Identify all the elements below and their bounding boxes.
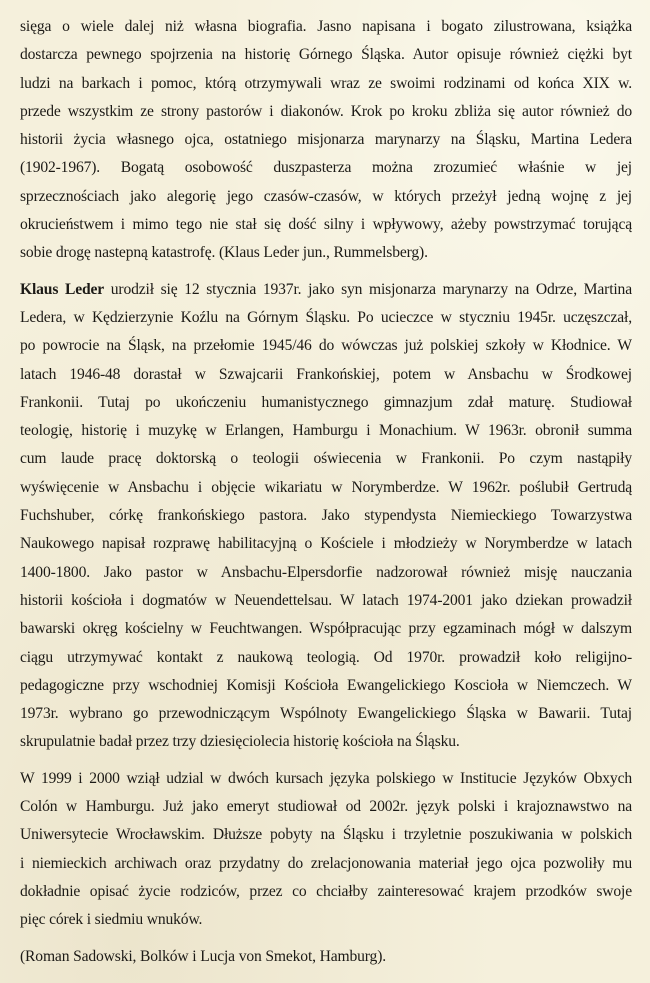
text-line: ciągu utrzymywać kontakt z naukową teologią. Od 1970r. prowadził koło religijno- bbox=[20, 648, 632, 666]
text-line: Uniwersytecie Wrocławskim. Dłuższe pobyty na Śląsku i trzyletnie poszukiwania w polskich bbox=[20, 826, 632, 844]
text-line: pedagogiczne przy wschodniej Komisji Kościoła Ewangelickiego Koscioła w Niemczech. W bbox=[20, 676, 632, 694]
text-line: Ledera, w Kędzierzynie Koźlu na Górnym Śląsku. Po ucieczce w styczniu 1945r. uczęszczał, bbox=[20, 308, 632, 326]
text-line: ludzi na barkach i pomoc, którą otrzymywali wraz ze swoimi rodzinami od końca XIX w. bbox=[20, 74, 632, 92]
text-line: okrucieństwem i mimo tego nie stał się dość silny i wpływowy, ażeby powstrzymać torującą bbox=[20, 216, 632, 234]
text-line: pięc córek i siedmiu wnuków. bbox=[20, 911, 203, 929]
paragraph-later-life bbox=[20, 765, 632, 935]
text-line: sobie drogę nastepną katastrofę. (Klaus Leder jun., Rummelsberg). bbox=[20, 244, 428, 262]
text-line: latach 1946-48 dorastał w Szwajcarii Frankońskiej, potem w Ansbachu w Środkowej bbox=[20, 365, 632, 383]
text-line: Colón w Hamburgu. Już jako emeryt studiował od 2002r. język polski i krajoznawstwo na bbox=[20, 798, 632, 816]
paragraph-book-review bbox=[20, 13, 632, 268]
author-name: Klaus Leder bbox=[20, 280, 105, 298]
text-line: sprzecznościach jako alegorię jego czasów-czasów, w których przeżył jedną wojnę z jej bbox=[20, 187, 632, 205]
attribution-line: (Roman Sadowski, Bolków i Lucja von Smekot, Hamburg). bbox=[20, 947, 386, 965]
text-line: wyświęcenie w Ansbachu i objęcie wikariatu w Norymberdze. W 1962r. poślubił Gertrudą bbox=[20, 478, 632, 496]
text-line bbox=[20, 276, 632, 304]
text-line: skrupulatnie badał przez trzy dziesięciolecia historię kościoła na Śląsku. bbox=[20, 733, 460, 751]
text-line: bawarski okręg kościelny w Feuchtwangen. Współpracując przy egzaminach mógł w dalszym bbox=[20, 620, 632, 638]
text-line: dokładnie opisać życie rodziców, przez co chciałby zainteresować krajem przodków swoje bbox=[20, 882, 632, 900]
paragraph-attribution bbox=[20, 943, 632, 971]
text-line: Fuchshuber, córkę frankońskiego pastora. Jako stypendysta Niemieckiego Towarzystwa bbox=[20, 507, 632, 525]
text-line: dostarcza pewnego spojrzenia na historię Górnego Śląska. Autor opisuje również ciężki byt bbox=[20, 46, 632, 64]
text-line: 1973r. wybrano go przewodniczącym Wspólnoty Ewangelickiego Śląska w Bawarii. Tutaj bbox=[20, 705, 632, 723]
text-line: Naukowego napisał rozprawę habilitacyjną o Kościele i młodzieży w Norymberdze w latach bbox=[20, 535, 632, 553]
text-line: i niemieckich archiwach oraz przydatny do zrelacjonowania materiał jego ojca pozwoliły mu bbox=[20, 854, 632, 872]
text-line: W 1999 i 2000 wziął udzial w dwóch kursach języka polskiego w Institucie Języków Obxych bbox=[20, 769, 632, 787]
text-line: przede wszystkim ze strony pastorów i diakonów. Krok po kroku zbliża się autor również do bbox=[20, 102, 632, 120]
text-line: (1902-1967). Bogatą osobowość duszpasterza można zrozumieć właśnie w jej bbox=[20, 159, 632, 177]
text-line: cum laude pracę doktorską o teologii oświecenia w Frankonii. Po czym nastąpiły bbox=[20, 450, 632, 468]
text-line: teologię, historię i muzykę w Erlangen, Hamburgu i Monachium. W 1963r. obronił summa bbox=[20, 422, 632, 440]
text-line-rest: urodził się 12 stycznia 1937r. jako syn misjonarza marynarzy na Odrze, Martina bbox=[104, 280, 632, 298]
text-line: historii kościoła i dogmatów w Neuendettelsau. W latach 1974-2001 jako dziekan prowadził bbox=[20, 591, 632, 609]
text-line: po powrocie na Śląsk, na przełomie 1945/46 do wówczas już polskiej szkoły w Kłodnice. W bbox=[20, 337, 632, 355]
text-line: Frankonii. Tutaj po ukończeniu humanistycznego gimnazjum zdał maturę. Studiował bbox=[20, 393, 632, 411]
paragraph-author-biography bbox=[20, 276, 632, 757]
text-line: sięga o wiele dalej niż własna biografia. Jasno napisana i bogato zilustrowana, książka bbox=[20, 18, 632, 35]
text-line: 1400-1800. Jako pastor w Ansbachu-Elpersdorfie nadzorował również misję nauczania bbox=[20, 563, 632, 581]
text-line: historii życia własnego ojca, ostatniego misjonarza marynarzy na Śląsku, Martina Ledera bbox=[20, 131, 632, 149]
